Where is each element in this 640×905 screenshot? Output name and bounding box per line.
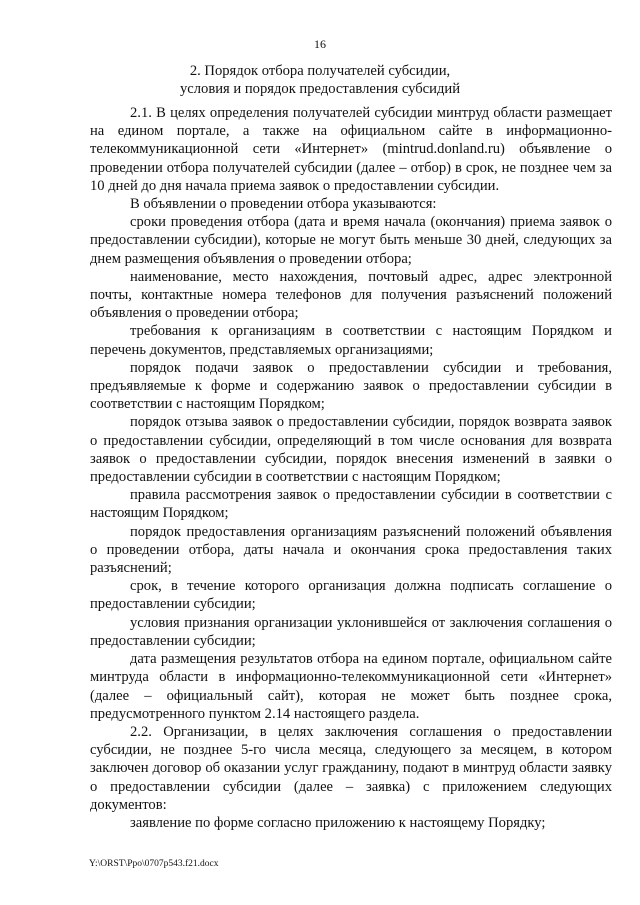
paragraph: порядок отзыва заявок о предоставлении субсидии, порядок возврата заявок о предоставлении субсидии, определяющий в том числе основания для возврата заявок о предоставлении субсидии, порядок внесения изменений в заявки о предоставлении субсидии в соответствии с настоящим Порядком;	[90, 414, 612, 486]
paragraph: срок, в течение которого организация должна подписать соглашение о предоставлении субсидии;	[90, 578, 612, 613]
section-heading-line-2: условия и порядок предоставления субсидий	[179, 81, 461, 97]
paragraph: наименование, место нахождения, почтовый адрес, адрес электронной почты, контактные номера телефонов для получения разъяснений положений объявления о проведении отбора;	[90, 268, 612, 322]
paragraph: порядок подачи заявок о предоставлении субсидии и требования, предъявляемые к форме и содержанию заявок о предоставлении субсидии в соответствии с настоящим Порядком;	[90, 359, 612, 413]
paragraph: В объявлении о проведении отбора указываются:	[130, 196, 437, 213]
paragraph: требования к организациям в соответствии с настоящим Порядком и перечень документов, представляемых организациями;	[90, 323, 612, 358]
footer-file-path: Y:\ORST\Ppo\0707p543.f21.docx	[89, 859, 219, 869]
section-heading	[0, 62, 640, 98]
section-heading-line-1: 2. Порядок отбора получателей субсидии,	[189, 63, 451, 79]
paragraph: заявление по форме согласно приложению к настоящему Порядку;	[130, 814, 546, 831]
paragraph: 2.2. Организации, в целях заключения соглашения о предоставлении субсидии, не позднее 5-го числа месяца, следующего за месяцем, в котором заключен договор об оказании услуг гражданину, подают в минтруд области заявку о предоставлении субсидии (далее – заявка) с приложением следующих документов:	[90, 723, 612, 813]
paragraph: сроки проведения отбора (дата и время начала (окончания) приема заявок о предоставлении субсидии), которые не могут быть меньше 30 дней, следующих за днем размещения объявления о проведении отбора;	[90, 214, 612, 267]
paragraph: порядок предоставления организациям разъяснений положений объявления о проведении отбора, даты начала и окончания срока предоставления таких разъяснений;	[90, 523, 612, 577]
paragraph: условия признания организации уклонившейся от заключения соглашения о предоставлении субсидии;	[90, 614, 612, 649]
paragraph: правила рассмотрения заявок о предоставлении субсидии в соответствии с настоящим Порядком;	[90, 487, 612, 522]
paragraph: дата размещения результатов отбора на едином портале, официальном сайте минтруда области в информационно-телекоммуникационной сети «Интернет» (далее – официальный сайт), которая не может быть позднее срока, предусмотренного пунктом 2.14 настоящего раздела.	[90, 651, 612, 722]
document-body	[90, 104, 612, 832]
paragraph: 2.1. В целях определения получателей субсидии минтруд области размещает на едином портале, а также на официальном сайте в информационно-телекоммуникационной сети «Интернет» (mintrud.donland.ru) объявление о проведении отбора получателей субсидии (далее – отбор) в срок, не позднее чем за 10 дней до дня начала приема заявок о предоставлении субсидии.	[90, 105, 612, 194]
page-number: 16	[314, 37, 326, 51]
